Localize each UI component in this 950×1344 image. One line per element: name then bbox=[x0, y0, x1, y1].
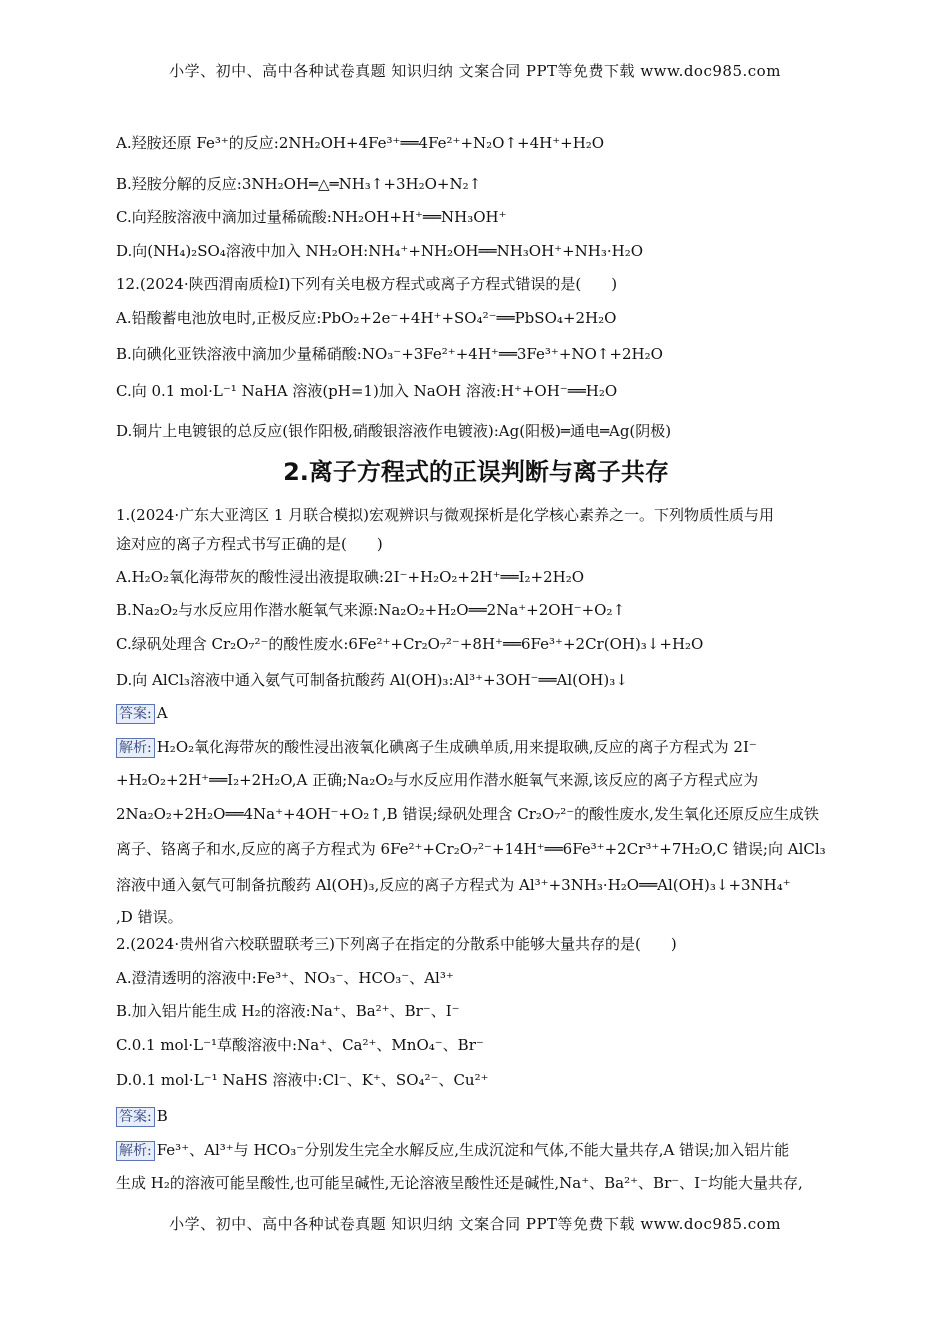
p2-option-c: C.0.1 mol·L⁻¹草酸溶液中:Na⁺、Ca²⁺、MnO₄⁻、Br⁻ bbox=[116, 1036, 484, 1054]
p1-analysis-line-1: 解析: H₂O₂氧化海带灰的酸性浸出液氧化碘离子生成碘单质,用来提取碘,反应的离子方程式为 2I⁻ bbox=[116, 736, 757, 758]
p2-option-d: D.0.1 mol·L⁻¹ NaHS 溶液中:Cl⁻、K⁺、SO₄²⁻、Cu²⁺ bbox=[116, 1071, 489, 1089]
q12-option-b: B.向碘化亚铁溶液中滴加少量稀硝酸:NO₃⁻+3Fe²⁺+4H⁺══3Fe³⁺+NO↑+2H₂O bbox=[116, 345, 663, 363]
p1-analysis-line-4: 离子、铬离子和水,反应的离子方程式为 6Fe²⁺+Cr₂O₇²⁻+14H⁺══6Fe³⁺+2Cr³⁺+7H₂O,C 错误;向 AlCl₃ bbox=[116, 840, 826, 858]
p2-option-b: B.加入铝片能生成 H₂的溶液:Na⁺、Ba²⁺、Br⁻、I⁻ bbox=[116, 1002, 460, 1020]
p1-option-a: A.H₂O₂氧化海带灰的酸性浸出液提取碘:2I⁻+H₂O₂+2H⁺══I₂+2H₂O bbox=[116, 568, 585, 586]
p1-answer: A bbox=[156, 704, 168, 722]
p1-analysis-line-3: 2Na₂O₂+2H₂O══4Na⁺+4OH⁻+O₂↑,B 错误;绿矾处理含 Cr₂O₇²⁻的酸性废水,发生氧化还原反应生成铁 bbox=[116, 805, 819, 823]
p1-analysis-line-6: ,D 错误。 bbox=[116, 908, 183, 926]
p1-option-d: D.向 AlCl₃溶液中通入氨气可制备抗酸药 Al(OH)₃:Al³⁺+3OH⁻══Al(OH)₃↓ bbox=[116, 671, 628, 689]
p2-analysis-line-1: 解析: Fe³⁺、Al³⁺与 HCO₃⁻分别发生完全水解反应,生成沉淀和气体,不能大量共存,A 错误;加入铝片能 bbox=[116, 1139, 789, 1161]
p2-option-a: A.澄清透明的溶液中:Fe³⁺、NO₃⁻、HCO₃⁻、Al³⁺ bbox=[116, 969, 454, 987]
p2-stem: 2.(2024·贵州省六校联盟联考三)下列离子在指定的分散系中能够大量共存的是( ) bbox=[116, 935, 677, 953]
q11-option-a: A.羟胺还原 Fe³⁺的反应:2NH₂OH+4Fe³⁺══4Fe²⁺+N₂O↑+4H⁺+H₂O bbox=[116, 134, 605, 152]
section-title: 2.离子方程式的正误判断与离子共存 bbox=[283, 458, 669, 486]
answer-tag: 答案: bbox=[116, 1107, 155, 1127]
q11-option-d: D.向(NH₄)₂SO₄溶液中加入 NH₂OH:NH₄⁺+NH₂OH══NH₃OH⁺+NH₃·H₂O bbox=[116, 242, 644, 260]
analysis-tag: 解析: bbox=[116, 738, 155, 758]
q12-option-a: A.铅酸蓄电池放电时,正极反应:PbO₂+2e⁻+4H⁺+SO₄²⁻══PbSO₄+2H₂O bbox=[116, 309, 617, 327]
answer-tag: 答案: bbox=[116, 704, 155, 724]
q12-option-c: C.向 0.1 mol·L⁻¹ NaHA 溶液(pH=1)加入 NaOH 溶液:H⁺+OH⁻══H₂O bbox=[116, 382, 618, 400]
page-header: 小学、初中、高中各种试卷真题 知识归纳 文案合同 PPT等免费下载 www.doc985.com bbox=[169, 62, 781, 80]
p1-option-b: B.Na₂O₂与水反应用作潜水艇氧气来源:Na₂O₂+H₂O══2Na⁺+2OH⁻+O₂↑ bbox=[116, 601, 626, 619]
q11-option-c: C.向羟胺溶液中滴加过量稀硫酸:NH₂OH+H⁺══NH₃OH⁺ bbox=[116, 208, 507, 226]
p1-stem-line-1: 1.(2024·广东大亚湾区 1 月联合模拟)宏观辨识与微观探析是化学核心素养之一。下列物质性质与用 bbox=[116, 506, 775, 524]
p2-analysis-line-2: 生成 H₂的溶液可能呈酸性,也可能呈碱性,无论溶液呈酸性还是碱性,Na⁺、Ba²⁺、Br⁻、I⁻均能大量共存, bbox=[116, 1174, 803, 1192]
p1-analysis-line-2: +H₂O₂+2H⁺══I₂+2H₂O,A 正确;Na₂O₂与水反应用作潜水艇氧气来源,该反应的离子方程式应为 bbox=[116, 771, 759, 789]
q12-stem: 12.(2024·陕西渭南质检Ⅰ)下列有关电极方程式或离子方程式错误的是( ) bbox=[116, 275, 618, 293]
page-footer: 小学、初中、高中各种试卷真题 知识归纳 文案合同 PPT等免费下载 www.doc985.com bbox=[169, 1215, 781, 1233]
p2-answer: B bbox=[156, 1107, 168, 1125]
p1-option-c: C.绿矾处理含 Cr₂O₇²⁻的酸性废水:6Fe²⁺+Cr₂O₇²⁻+8H⁺══6Fe³⁺+2Cr(OH)₃↓+H₂O bbox=[116, 635, 704, 653]
analysis-tag: 解析: bbox=[116, 1141, 155, 1161]
p2-answer-row bbox=[116, 1105, 168, 1127]
p1-answer-row bbox=[116, 702, 168, 724]
p1-analysis-line-5: 溶液中通入氨气可制备抗酸药 Al(OH)₃,反应的离子方程式为 Al³⁺+3NH₃·H₂O══Al(OH)₃↓+3NH₄⁺ bbox=[116, 876, 791, 894]
q11-option-b: B.羟胺分解的反应:3NH₂OH═△═NH₃↑+3H₂O+N₂↑ bbox=[116, 175, 482, 193]
p1-stem-line-2: 途对应的离子方程式书写正确的是( ) bbox=[116, 535, 383, 553]
q12-option-d: D.铜片上电镀银的总反应(银作阳极,硝酸银溶液作电镀液):Ag(阳极)═通电═Ag(阴极) bbox=[116, 422, 672, 440]
